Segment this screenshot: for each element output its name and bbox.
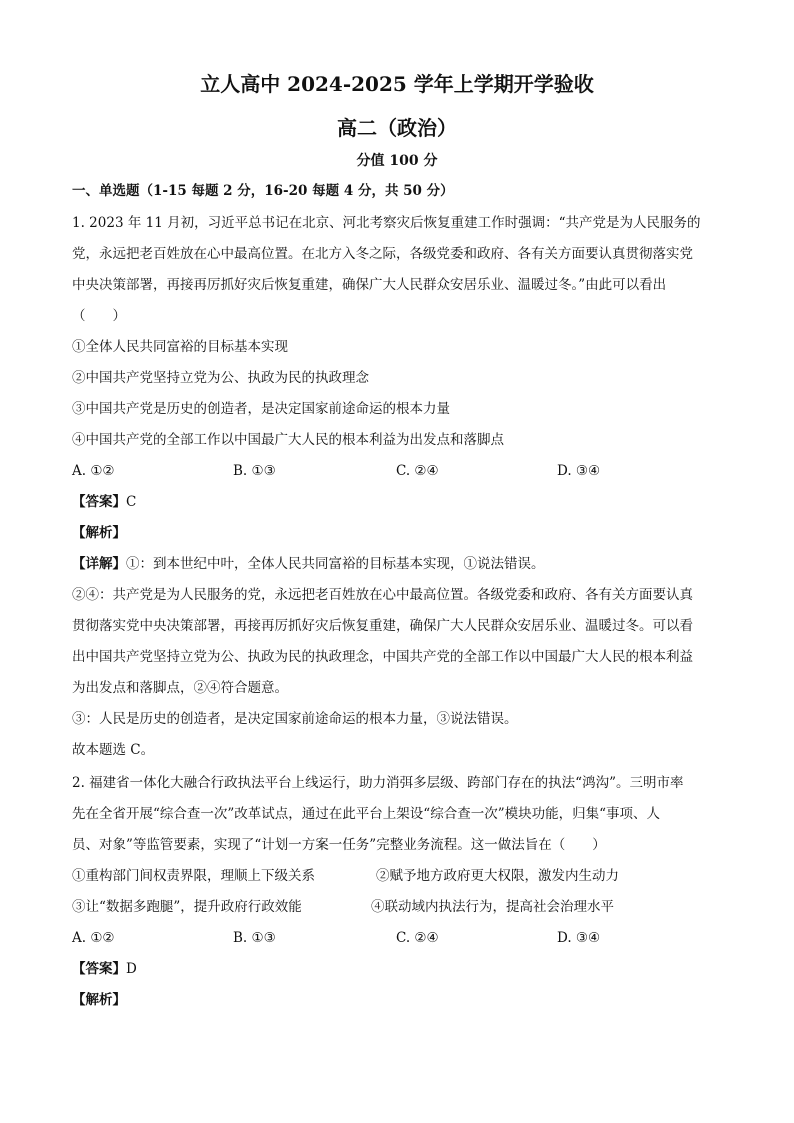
detail-label: 【详解】	[72, 556, 126, 572]
q1-stem-line: 1. 2023 年 11 月初，习近平总书记在北京、河北考察灾后恢复重建工作时强调：“共产党是为人民服务的	[72, 215, 701, 231]
q1-statement: ③中国共产党是历史的创造者，是决定国家前途命运的根本力量	[72, 401, 450, 417]
q1-analysis-label: 【解析】	[72, 525, 126, 541]
q2-analysis-label: 【解析】	[72, 992, 126, 1008]
q2-statement: ④联动域内执法行为，提高社会治理水平	[371, 899, 614, 915]
q2-option-d: D. ③④	[557, 930, 601, 946]
q1-stem-line: 中央决策部署，再接再厉抓好灾后恢复重建，确保广大人民群众安居乐业、温暖过冬。”由此可以看出	[72, 277, 667, 293]
q1-statement: ②中国共产党坚持立党为公、执政为民的执政理念	[72, 370, 369, 386]
q1-statement: ④中国共产党的全部工作以中国最广大人民的根本利益为出发点和落脚点	[72, 432, 504, 448]
q1-detail-line: 贯彻落实党中央决策部署，再接再厉抓好灾后恢复重建，确保广大人民群众安居乐业、温暖过冬。可以看	[72, 618, 693, 634]
q1-option-a: A. ①②	[72, 463, 115, 479]
q1-detail-line: ②④：共产党是为人民服务的党，永远把老百姓放在心中最高位置。各级党委和政府、各有关方面要认真	[72, 587, 693, 603]
q1-answer	[72, 492, 722, 512]
answer-label: 【答案】	[72, 961, 126, 977]
exam-title: 立人高中 2024-2025 学年上学期开学验收	[200, 72, 594, 96]
q1-option-d: D. ③④	[557, 463, 601, 479]
q2-option-b: B. ①③	[233, 930, 276, 946]
q2-stem-line: 先在全省开展“综合查一次”改革试点，通过在此平台上架设“综合查一次”模块功能，归集“事项、人	[72, 806, 661, 822]
q2-stem-line: 2. 福建省一体化大融合行政执法平台上线运行，助力消弭多层级、跨部门存在的执法“鸿沟”。三明市率	[72, 775, 684, 791]
q1-option-b: B. ①③	[233, 463, 276, 479]
q2-option-a: A. ①②	[72, 930, 115, 946]
answer-value: C	[126, 494, 137, 510]
q1-detail-line	[72, 554, 722, 574]
detail-text: ①：到本世纪中叶，全体人民共同富裕的目标基本实现，①说法错误。	[126, 556, 545, 572]
q2-answer	[72, 959, 722, 979]
q1-detail-line: 故本题选 C。	[72, 742, 155, 758]
score-label: 分值 100 分	[356, 153, 438, 169]
q2-statement: ①重构部门间权责界限，理顺上下级关系	[72, 868, 315, 884]
q2-option-c: C. ②④	[396, 930, 439, 946]
q2-statement: ②赋予地方政府更大权限，激发内生动力	[376, 868, 619, 884]
answer-label: 【答案】	[72, 494, 126, 510]
subject-title: 高二（政治）	[337, 116, 457, 140]
q1-detail-line: ③：人民是历史的创造者，是决定国家前途命运的根本力量，③说法错误。	[72, 711, 518, 727]
section-heading: 一、单选题（1-15 每题 2 分，16-20 每题 4 分，共 50 分）	[72, 183, 454, 199]
q2-stem-line: 员、对象”等监管要素，实现了“计划一方案一任务”完整业务流程。这一做法旨在（ ）	[72, 837, 606, 853]
q2-statement: ③让“数据多跑腿”，提升政府行政效能	[72, 899, 302, 915]
q1-detail-line: 为出发点和落脚点，②④符合题意。	[72, 680, 288, 696]
q1-option-c: C. ②④	[396, 463, 439, 479]
q1-statement: ①全体人民共同富裕的目标基本实现	[72, 339, 288, 355]
q1-stem-line: （ ）	[72, 308, 126, 324]
answer-value: D	[126, 961, 137, 977]
q1-stem-line: 党，永远把老百姓放在心中最高位置。在北方入冬之际，各级党委和政府、各有关方面要认真贯彻落实党	[72, 246, 693, 262]
q1-detail-line: 出中国共产党坚持立党为公、执政为民的执政理念，中国共产党的全部工作以中国最广大人民的根本利益	[72, 649, 693, 665]
